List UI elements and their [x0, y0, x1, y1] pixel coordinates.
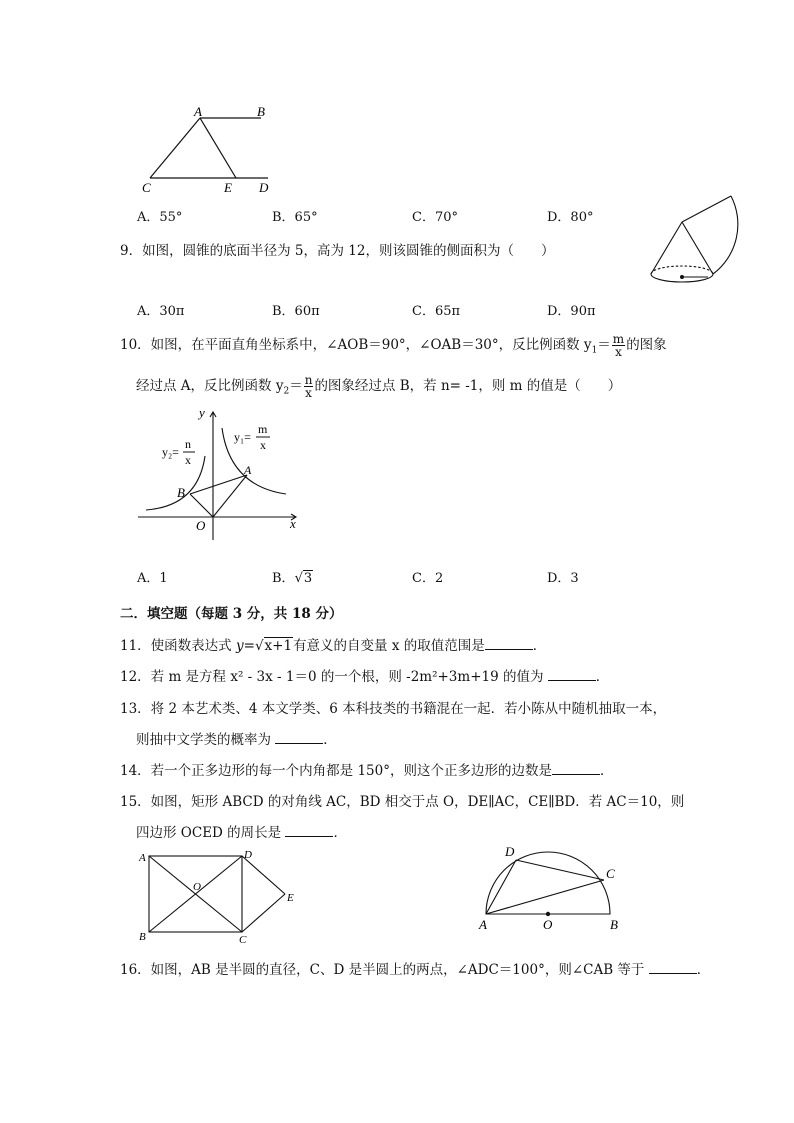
frac-num-n: n [304, 373, 313, 387]
triangle-figure-q8 [136, 100, 286, 196]
y2-num: n [185, 437, 191, 451]
q15-line2 [136, 821, 347, 841]
q12-text: 12．若 m 是方程 x² - 3x - 1＝0 的一个根，则 -2m²+3m+19 的值为 [120, 669, 544, 685]
q15-line1: 15．如图，矩形 ABCD 的对角线 AC，BD 相交于点 O，DE∥AC，CE∥BD．若 AC＝10，则 [120, 794, 685, 810]
semi-label-o: O [543, 917, 553, 932]
answer-blank [649, 961, 697, 974]
rect-label-b: B [139, 931, 146, 943]
rect-label-e: E [287, 892, 294, 904]
q10-sub1: 1 [591, 345, 598, 356]
q10-frac-m [612, 333, 625, 358]
y1-den: x [260, 438, 266, 452]
q10-choice-d: D．3 [547, 571, 579, 586]
q10-line2 [136, 374, 621, 404]
q16-end: ． [696, 962, 711, 978]
q15-text: 四边形 OCED 的周长是 [136, 825, 282, 841]
answer-blank [275, 731, 323, 744]
semicircle-figure-q16 [470, 838, 630, 936]
q11-radicand: x+1 [264, 638, 293, 654]
semi-label-a: A [479, 917, 487, 932]
q8-choice-d: D．80° [547, 210, 594, 225]
q10-line1 [120, 333, 667, 363]
q8-choice-b: B．65° [272, 210, 318, 225]
y2-den: x [185, 453, 191, 467]
q10-line1-b: ∠AOB＝90°，∠OAB＝30°，反比例函数 y [326, 337, 592, 353]
q16-text: 16．如图，AB 是半圆的直径，C、D 是半圆上的两点，∠ADC＝100°，则∠CAB 等于 [120, 962, 645, 978]
answer-blank [485, 637, 533, 650]
sqrt-symbol: √ [294, 571, 303, 586]
y2-label: y₂= [162, 445, 179, 459]
sqrt-symbol: √ [254, 638, 264, 654]
q9-choice-b: B．60π [272, 304, 320, 319]
label-b: B [257, 104, 265, 119]
answer-blank [285, 824, 333, 837]
origin-label: O [196, 518, 206, 533]
rect-label-d: D [244, 849, 252, 861]
q9-stem: 9．如图，圆锥的底面半径为 5，高为 12，则该圆锥的侧面积为（ ） [120, 243, 555, 259]
q10-choice-b-label: B． [272, 571, 295, 586]
q11-pre: 11．使函数表达式 [120, 638, 236, 654]
section-title: 二．填空题（每题 3 分，共 18 分） [120, 606, 343, 622]
answer-blank [552, 762, 600, 775]
answer-blank [548, 668, 596, 681]
q10-choice-b [272, 567, 313, 586]
q10-frac-n [304, 374, 314, 399]
q9-choice-d: D．90π [547, 304, 596, 319]
frac-num-m: m [612, 332, 625, 346]
q10-line1-a: 10．如图，在平面直角坐标系中， [120, 337, 327, 353]
cone-figure-q9 [646, 192, 748, 292]
q8-choice-c: C．70° [412, 210, 458, 225]
q9-choice-c: C．65π [412, 304, 461, 319]
q12-end: ． [595, 669, 610, 685]
q9-choice-a: A．30π [137, 304, 185, 319]
label-c: C [142, 180, 151, 195]
q10-eq1: ＝ [597, 337, 611, 353]
q10-sub2: 2 [283, 386, 290, 397]
q11-end: ． [532, 638, 547, 654]
q11-post: 有意义的自变量 x 的取值范围是 [293, 638, 485, 654]
point-a-label: A [244, 463, 252, 477]
q10-choice-b-radicand: 3 [303, 571, 313, 586]
q13-text: 则抽中文学类的概率为 [136, 732, 271, 748]
q14-text: 14．若一个正多边形的每一个内角都是 150°，则这个正多边形的边数是 [120, 763, 552, 779]
q14 [120, 759, 614, 779]
axis-y-label: y [199, 405, 205, 420]
q13-line1: 13．将 2 本艺术类、4 本文学类、6 本科技类的书籍混在一起．若小陈从中随机抽取一本， [120, 701, 667, 717]
q10-line2-a: 经过点 A，反比例函数 y [136, 378, 284, 394]
rect-label-a: A [139, 852, 146, 864]
rectangle-figure-q15 [136, 846, 306, 946]
q13-line2 [136, 728, 337, 748]
rect-label-c: C [239, 934, 247, 946]
q13-end: ． [323, 732, 337, 748]
frac-den-x2: x [305, 386, 312, 400]
label-a: A [194, 104, 202, 119]
q12 [120, 665, 609, 685]
q14-end: ． [600, 763, 614, 779]
point-b-label: B [177, 485, 185, 500]
label-d: D [259, 180, 269, 195]
q11 [120, 634, 546, 654]
q11-y: y [235, 638, 244, 654]
axis-x-label: x [290, 516, 296, 531]
q10-line2-end: 的图象经过点 B，若 n= -1，则 m 的值是（ ） [314, 378, 622, 394]
semi-label-c: C [606, 866, 615, 881]
y1-label: y₁= [234, 430, 251, 444]
q10-line1-end: 的图象 [626, 337, 667, 353]
semi-label-d: D [505, 844, 515, 859]
y1-num: m [258, 422, 268, 436]
semi-label-b: B [610, 917, 618, 932]
frac-den-x: x [615, 345, 622, 359]
q8-choice-a: A．55° [137, 210, 183, 225]
rect-label-o: O [193, 881, 201, 893]
q11-eq: = [243, 638, 255, 654]
q16 [120, 958, 710, 978]
label-e: E [224, 180, 232, 195]
q15-end: ． [333, 825, 347, 841]
q10-choice-c: C．2 [412, 571, 444, 586]
coordinate-figure-q10 [136, 404, 312, 544]
q10-choice-a: A．1 [137, 571, 168, 586]
q10-eq2: ＝ [289, 378, 303, 394]
